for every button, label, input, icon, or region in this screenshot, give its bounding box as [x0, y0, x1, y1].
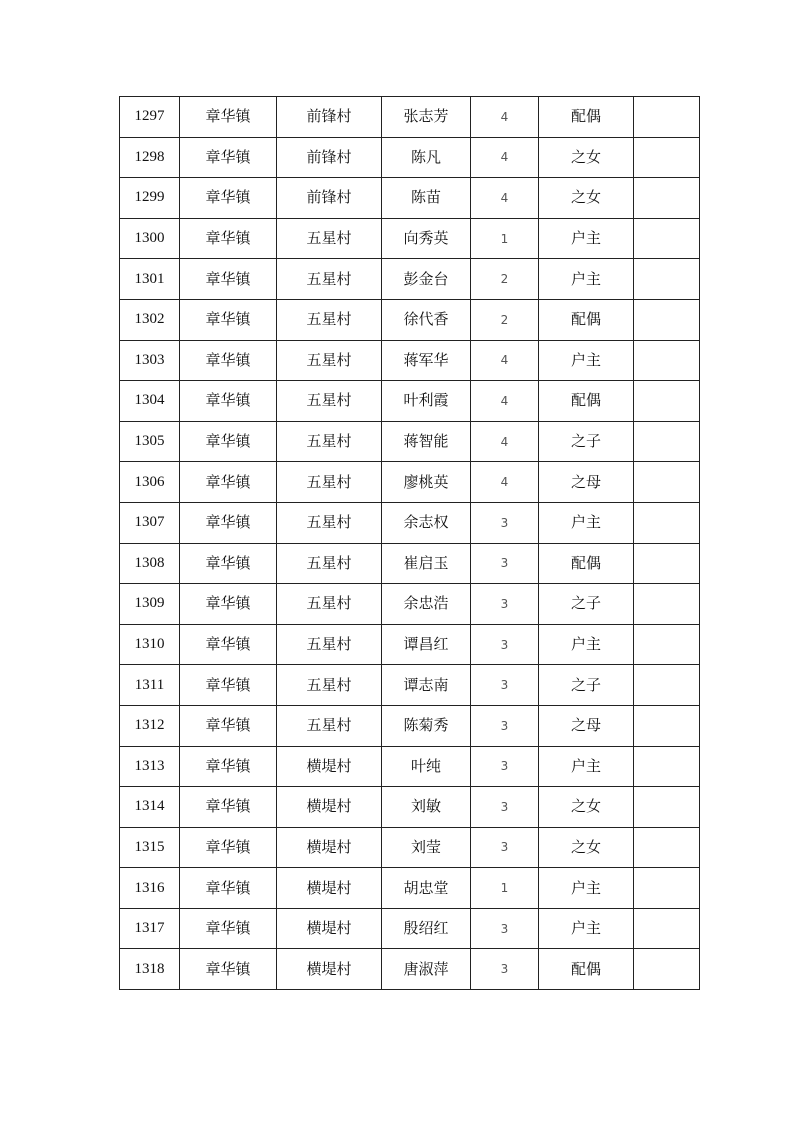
row-number-cell: 1316 [120, 868, 180, 909]
person-name-cell: 陈凡 [382, 137, 471, 178]
table-row [120, 340, 700, 381]
village-cell: 前锋村 [277, 178, 382, 219]
town-cell: 章华镇 [180, 178, 277, 219]
household-size-cell: 4 [471, 340, 539, 381]
relation-cell: 户主 [539, 502, 634, 543]
table-row [120, 827, 700, 868]
village-cell: 横堤村 [277, 827, 382, 868]
town-cell: 章华镇 [180, 949, 277, 990]
row-number-cell: 1306 [120, 462, 180, 503]
relation-cell: 配偶 [539, 543, 634, 584]
note-cell [634, 299, 700, 340]
village-cell: 五星村 [277, 259, 382, 300]
row-number-cell: 1300 [120, 218, 180, 259]
row-number-cell: 1304 [120, 381, 180, 422]
household-size-cell: 1 [471, 218, 539, 259]
person-name-cell: 崔启玉 [382, 543, 471, 584]
household-size-cell: 3 [471, 502, 539, 543]
person-name-cell: 谭志南 [382, 665, 471, 706]
village-cell: 横堤村 [277, 787, 382, 828]
village-cell: 横堤村 [277, 908, 382, 949]
row-number-cell: 1307 [120, 502, 180, 543]
row-number-cell: 1309 [120, 584, 180, 625]
person-name-cell: 余忠浩 [382, 584, 471, 625]
row-number-cell: 1317 [120, 908, 180, 949]
table-row [120, 949, 700, 990]
town-cell: 章华镇 [180, 97, 277, 138]
note-cell [634, 827, 700, 868]
relation-cell: 之子 [539, 421, 634, 462]
relation-cell: 之母 [539, 462, 634, 503]
note-cell [634, 868, 700, 909]
relation-cell: 户主 [539, 218, 634, 259]
row-number-cell: 1318 [120, 949, 180, 990]
table-row [120, 97, 700, 138]
town-cell: 章华镇 [180, 868, 277, 909]
relation-cell: 之女 [539, 827, 634, 868]
relation-cell: 之子 [539, 584, 634, 625]
row-number-cell: 1299 [120, 178, 180, 219]
household-size-cell: 3 [471, 584, 539, 625]
note-cell [634, 787, 700, 828]
person-name-cell: 刘莹 [382, 827, 471, 868]
town-cell: 章华镇 [180, 462, 277, 503]
town-cell: 章华镇 [180, 705, 277, 746]
relation-cell: 配偶 [539, 949, 634, 990]
person-name-cell: 徐代香 [382, 299, 471, 340]
table-row [120, 584, 700, 625]
relation-cell: 户主 [539, 259, 634, 300]
row-number-cell: 1305 [120, 421, 180, 462]
town-cell: 章华镇 [180, 218, 277, 259]
row-number-cell: 1298 [120, 137, 180, 178]
person-name-cell: 叶纯 [382, 746, 471, 787]
person-name-cell: 蒋军华 [382, 340, 471, 381]
table-row [120, 787, 700, 828]
note-cell [634, 705, 700, 746]
table-row [120, 381, 700, 422]
person-name-cell: 胡忠堂 [382, 868, 471, 909]
note-cell [634, 665, 700, 706]
table-row [120, 746, 700, 787]
person-name-cell: 刘敏 [382, 787, 471, 828]
household-size-cell: 3 [471, 665, 539, 706]
table-row [120, 665, 700, 706]
town-cell: 章华镇 [180, 827, 277, 868]
village-cell: 五星村 [277, 584, 382, 625]
relation-cell: 配偶 [539, 299, 634, 340]
table-row [120, 624, 700, 665]
village-cell: 五星村 [277, 502, 382, 543]
household-size-cell: 3 [471, 949, 539, 990]
town-cell: 章华镇 [180, 665, 277, 706]
village-cell: 五星村 [277, 421, 382, 462]
village-cell: 五星村 [277, 665, 382, 706]
note-cell [634, 421, 700, 462]
table-row [120, 259, 700, 300]
relation-cell: 户主 [539, 340, 634, 381]
row-number-cell: 1308 [120, 543, 180, 584]
person-name-cell: 陈苗 [382, 178, 471, 219]
village-cell: 五星村 [277, 299, 382, 340]
table-row [120, 543, 700, 584]
town-cell: 章华镇 [180, 421, 277, 462]
table-row [120, 705, 700, 746]
household-size-cell: 3 [471, 908, 539, 949]
table-row [120, 178, 700, 219]
village-cell: 五星村 [277, 340, 382, 381]
village-cell: 横堤村 [277, 868, 382, 909]
household-size-cell: 3 [471, 705, 539, 746]
relation-cell: 户主 [539, 908, 634, 949]
town-cell: 章华镇 [180, 340, 277, 381]
village-cell: 五星村 [277, 462, 382, 503]
relation-cell: 配偶 [539, 97, 634, 138]
household-size-cell: 2 [471, 299, 539, 340]
relation-cell: 之女 [539, 787, 634, 828]
person-name-cell: 向秀英 [382, 218, 471, 259]
household-size-cell: 3 [471, 624, 539, 665]
row-number-cell: 1311 [120, 665, 180, 706]
town-cell: 章华镇 [180, 543, 277, 584]
row-number-cell: 1313 [120, 746, 180, 787]
household-size-cell: 4 [471, 97, 539, 138]
relation-cell: 之子 [539, 665, 634, 706]
household-size-cell: 4 [471, 421, 539, 462]
row-number-cell: 1303 [120, 340, 180, 381]
town-cell: 章华镇 [180, 502, 277, 543]
row-number-cell: 1315 [120, 827, 180, 868]
row-number-cell: 1310 [120, 624, 180, 665]
person-name-cell: 余志权 [382, 502, 471, 543]
household-size-cell: 3 [471, 746, 539, 787]
table-row [120, 908, 700, 949]
row-number-cell: 1314 [120, 787, 180, 828]
person-name-cell: 唐淑萍 [382, 949, 471, 990]
row-number-cell: 1301 [120, 259, 180, 300]
note-cell [634, 178, 700, 219]
person-name-cell: 谭昌红 [382, 624, 471, 665]
note-cell [634, 381, 700, 422]
relation-cell: 之女 [539, 137, 634, 178]
town-cell: 章华镇 [180, 584, 277, 625]
household-roster-table [119, 96, 700, 990]
row-number-cell: 1302 [120, 299, 180, 340]
village-cell: 五星村 [277, 218, 382, 259]
town-cell: 章华镇 [180, 908, 277, 949]
note-cell [634, 340, 700, 381]
village-cell: 横堤村 [277, 746, 382, 787]
town-cell: 章华镇 [180, 381, 277, 422]
note-cell [634, 624, 700, 665]
town-cell: 章华镇 [180, 137, 277, 178]
relation-cell: 之女 [539, 178, 634, 219]
table-row [120, 868, 700, 909]
village-cell: 五星村 [277, 543, 382, 584]
village-cell: 横堤村 [277, 949, 382, 990]
table-row [120, 462, 700, 503]
household-size-cell: 4 [471, 462, 539, 503]
person-name-cell: 殷绍红 [382, 908, 471, 949]
village-cell: 前锋村 [277, 97, 382, 138]
village-cell: 五星村 [277, 381, 382, 422]
note-cell [634, 259, 700, 300]
household-size-cell: 4 [471, 178, 539, 219]
note-cell [634, 218, 700, 259]
person-name-cell: 叶利霞 [382, 381, 471, 422]
town-cell: 章华镇 [180, 259, 277, 300]
village-cell: 五星村 [277, 705, 382, 746]
note-cell [634, 746, 700, 787]
household-size-cell: 3 [471, 543, 539, 584]
person-name-cell: 彭金台 [382, 259, 471, 300]
town-cell: 章华镇 [180, 746, 277, 787]
town-cell: 章华镇 [180, 624, 277, 665]
person-name-cell: 张志芳 [382, 97, 471, 138]
town-cell: 章华镇 [180, 299, 277, 340]
relation-cell: 户主 [539, 746, 634, 787]
household-size-cell: 4 [471, 381, 539, 422]
table-row [120, 137, 700, 178]
row-number-cell: 1312 [120, 705, 180, 746]
relation-cell: 户主 [539, 624, 634, 665]
note-cell [634, 543, 700, 584]
row-number-cell: 1297 [120, 97, 180, 138]
table-row [120, 502, 700, 543]
note-cell [634, 908, 700, 949]
note-cell [634, 97, 700, 138]
table-row [120, 421, 700, 462]
relation-cell: 之母 [539, 705, 634, 746]
person-name-cell: 陈菊秀 [382, 705, 471, 746]
household-size-cell: 4 [471, 137, 539, 178]
note-cell [634, 949, 700, 990]
village-cell: 五星村 [277, 624, 382, 665]
relation-cell: 户主 [539, 868, 634, 909]
village-cell: 前锋村 [277, 137, 382, 178]
town-cell: 章华镇 [180, 787, 277, 828]
household-size-cell: 3 [471, 827, 539, 868]
note-cell [634, 502, 700, 543]
table-row [120, 218, 700, 259]
relation-cell: 配偶 [539, 381, 634, 422]
household-size-cell: 1 [471, 868, 539, 909]
note-cell [634, 137, 700, 178]
person-name-cell: 廖桃英 [382, 462, 471, 503]
person-name-cell: 蒋智能 [382, 421, 471, 462]
household-size-cell: 2 [471, 259, 539, 300]
table-row [120, 299, 700, 340]
roster-body [120, 97, 700, 990]
note-cell [634, 462, 700, 503]
note-cell [634, 584, 700, 625]
household-size-cell: 3 [471, 787, 539, 828]
